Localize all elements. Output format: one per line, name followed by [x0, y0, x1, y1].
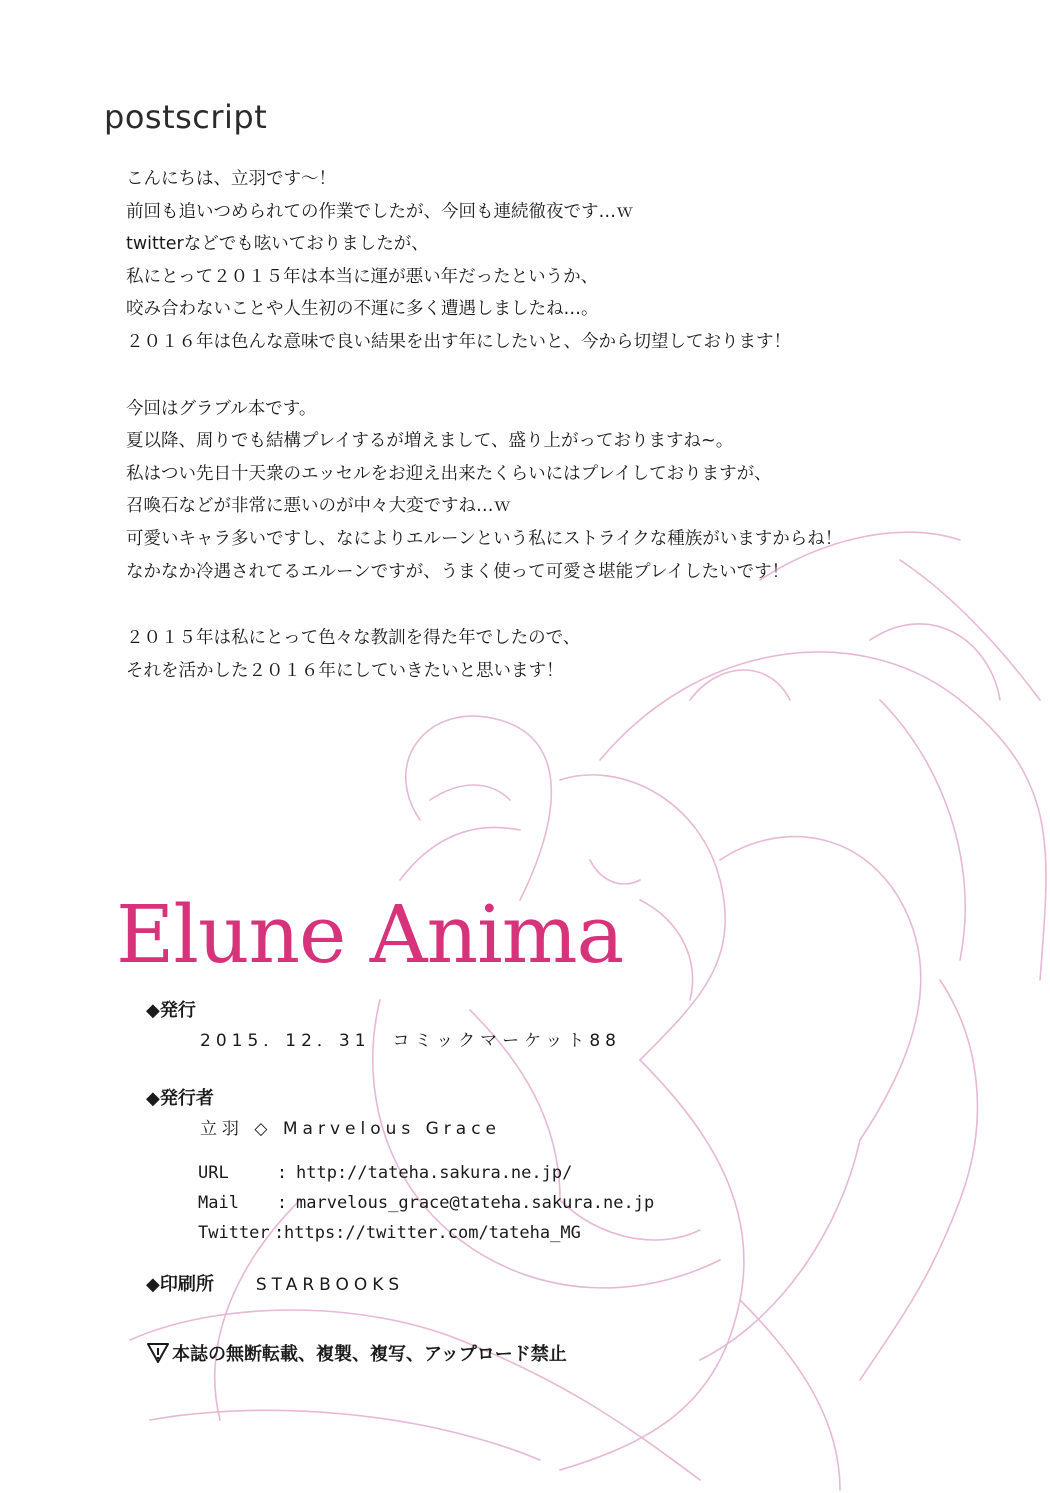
contact-colon: :: [274, 1223, 285, 1243]
publish-label: ◆発行: [146, 1000, 196, 1021]
postscript-body: [126, 163, 946, 721]
contact-row-url: [198, 1158, 966, 1188]
colophon: [146, 996, 966, 1366]
text-line: なかなか冷遇されてるエルーンですが、うまく使って可愛さ堪能プレイしたいです！: [126, 561, 790, 582]
contact-key: URL: [198, 1163, 229, 1183]
warning-triangle-icon: [146, 1341, 170, 1365]
text-line: 召喚石などが非常に悪いのが中々大変ですね…ｗ: [126, 496, 511, 517]
text-line: 前回も追いつめられての作業でしたが、今回も連続徹夜です…ｗ: [126, 201, 634, 222]
contact-key: Mail: [198, 1193, 239, 1213]
text-line: 私はつい先日十天衆のエッセルをお迎え出来たくらいにはプレイしておりますが、: [126, 463, 772, 484]
text-line: 私にとって２０１５年は本当に運が悪い年だったというか、: [126, 266, 599, 287]
mail-value[interactable]: marvelous_grace@tateha.sakura.ne.jp: [296, 1193, 655, 1213]
paragraph: [126, 163, 946, 359]
book-title: Elune Anima: [116, 888, 624, 981]
contact-colon: :: [276, 1193, 288, 1213]
contact-row-twitter: [198, 1218, 966, 1248]
text-line: 夏以降、周りでも結構プレイするが増えまして、盛り上がっておりますね~。: [126, 431, 734, 452]
text-line: ２０１６年は色んな意味で良い結果を出す年にしたいと、今から切望しております！: [126, 331, 791, 352]
contact-list: [198, 1158, 966, 1248]
publisher-label: ◆発行者: [146, 1088, 214, 1109]
text-line: それを活かした２０１６年にしていきたいと思います！: [126, 660, 564, 681]
publisher-name: 立羽 ◇ Marvelous Grace: [200, 1119, 502, 1139]
twitter-value[interactable]: https://twitter.com/tateha_MG: [284, 1223, 581, 1243]
printer-label: ◆印刷所: [146, 1274, 214, 1295]
contact-row-mail: [198, 1188, 966, 1218]
copyright-notice: [146, 1340, 966, 1366]
publish-date-event: 2015．12．31 コミックマーケット88: [200, 1031, 621, 1051]
contact-key: Twitter: [198, 1223, 270, 1243]
paragraph: [126, 622, 946, 687]
text-line: twitterなどでも呟いておりましたが、: [126, 234, 429, 255]
paragraph: [126, 393, 946, 589]
notice-text: 本誌の無断転載、複製、複写、アップロード禁止: [172, 1344, 567, 1365]
url-value[interactable]: http://tateha.sakura.ne.jp/: [296, 1163, 573, 1183]
printer-name: STARBOOKS: [255, 1275, 405, 1295]
text-line: ２０１５年は私にとって色々な教訓を得た年でしたので、: [126, 628, 581, 649]
printer-row: [146, 1270, 966, 1300]
text-line: 咬み合わないことや人生初の不運に多く遭遇しましたね…。: [126, 299, 599, 320]
text-line: 可愛いキャラ多いですし、なによりエルーンという私にストライクな種族がいますからね！: [126, 528, 843, 549]
page-heading: postscript: [104, 98, 268, 136]
text-line: こんにちは、立羽です～！: [126, 169, 336, 189]
contact-colon: :: [276, 1163, 288, 1183]
text-line: 今回はグラブル本です。: [126, 398, 317, 419]
